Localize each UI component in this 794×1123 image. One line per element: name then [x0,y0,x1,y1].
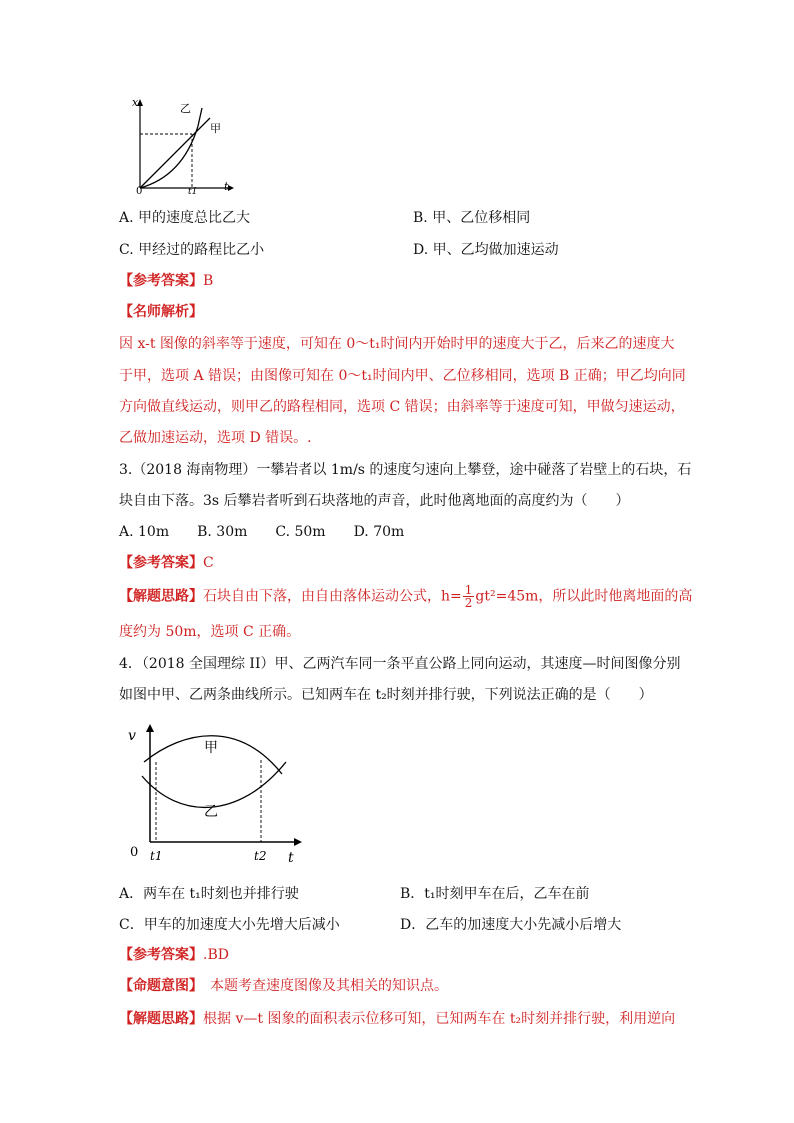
answer-value: B [203,273,214,289]
t2-tick-label: t2 [254,849,267,863]
vt-graph [124,720,304,866]
thinking-label: 【解题思路】 [119,1011,203,1027]
thinking-text: 根据 v—t 图象的面积表示位移可知，已知两车在 t₂时刻并排行驶，利用逆向 [203,1011,676,1027]
x-axis-label: t [224,180,229,193]
q2-option-d: D. 甲、乙均做加速运动 [413,242,559,258]
q3-stem-line-1: 3.（2018 海南物理）一攀岩者以 1m/s 的速度匀速向上攀登，途中碰落了岩壁上的石块，石 [119,462,692,478]
q3-options: A. 10m B. 30m C. 50m D. 70m [119,524,405,540]
q2-analysis-line-1: 因 x-t 图像的斜率等于速度，可知在 0～t₁时间内开始时甲的速度大于乙，后来乙的速度大 [119,336,675,352]
origin-label: 0 [130,845,139,860]
q4-option-b: B．t₁时刻甲车在后，乙车在前 [400,886,590,902]
q4-answer [119,946,229,964]
thinking-post: gt²=45m，所以此时他离地面的高 [475,588,693,605]
q4-intent [119,977,448,995]
fraction-numerator: 1 [464,583,473,597]
fraction-denominator: 2 [464,596,473,610]
answer-label: 【参考答案】 [119,555,203,571]
intent-text: 本题考查速度图像及其相关的知识点。 [196,978,448,994]
q2-analysis-line-2: 于甲，选项 A 错误；由图像可知在 0～t₁时间内甲、乙位移相同，选项 B 正确；甲乙均向同 [119,368,686,384]
answer-label: 【参考答案】 [119,273,203,289]
y-axis-label: x [132,96,139,109]
curve-jia-label: 甲 [210,122,221,135]
fraction [463,584,475,609]
q4-option-d: D．乙车的加速度大小先减小后增大 [400,917,622,933]
q2-option-a: A. 甲的速度总比乙大 [119,210,251,226]
curve-jia-label: 甲 [204,740,218,756]
q4-thinking [119,1010,675,1028]
q2-option-b: B. 甲、乙位移相同 [413,210,531,226]
y-axis-label: v [128,728,136,744]
t1-tick-label: t1 [188,187,198,196]
answer-value: .BD [203,947,229,963]
curve-yi-label: 乙 [180,102,191,115]
x-axis-label: t [288,850,294,866]
intent-label: 【命题意图】 [119,978,196,994]
q3-thinking-line-1 [119,584,692,609]
q2-analysis-line-4: 乙做加速运动，选项 D 错误。. [119,430,312,446]
q3-stem-line-2: 块自由下落。3s 后攀岩者听到石块落地的声音，此时他离地面的高度约为（ ） [119,493,630,509]
q4-option-c: C．甲车的加速度大小先增大后减小 [119,917,340,933]
q4-option-a: A．两车在 t₁时刻也并排行驶 [119,886,299,902]
answer-label: 【参考答案】 [119,947,203,963]
thinking-label: 【解题思路】 [119,588,203,605]
q2-analysis-label: 【名师解析】 [119,304,203,320]
q3-answer [119,554,214,572]
q2-option-c: C. 甲经过的路程比乙小 [119,242,265,258]
t1-tick-label: t1 [150,849,163,863]
origin-label: 0 [136,186,143,196]
q4-stem-line-2: 如图中甲、乙两条曲线所示。已知两车在 t₂时刻并排行驶，下列说法正确的是（ ） [119,687,653,703]
q2-analysis-line-3: 方向做直线运动，则甲乙的路程相同，选项 C 错误；由斜率等于速度可知，甲做匀速运动， [119,399,685,415]
xt-graph [128,96,238,196]
thinking-pre: 石块自由下落，由自由落体运动公式，h= [203,588,462,605]
q2-answer [119,272,213,290]
q4-stem-line-1: 4．（2018 全国理综 II）甲、乙两汽车同一条平直公路上同向运动，其速度—时间图像分别 [119,656,681,672]
q3-thinking-line-2: 度约为 50m，选项 C 正确。 [119,624,301,640]
answer-value: C [203,555,214,571]
curve-yi-label: 乙 [204,804,218,820]
